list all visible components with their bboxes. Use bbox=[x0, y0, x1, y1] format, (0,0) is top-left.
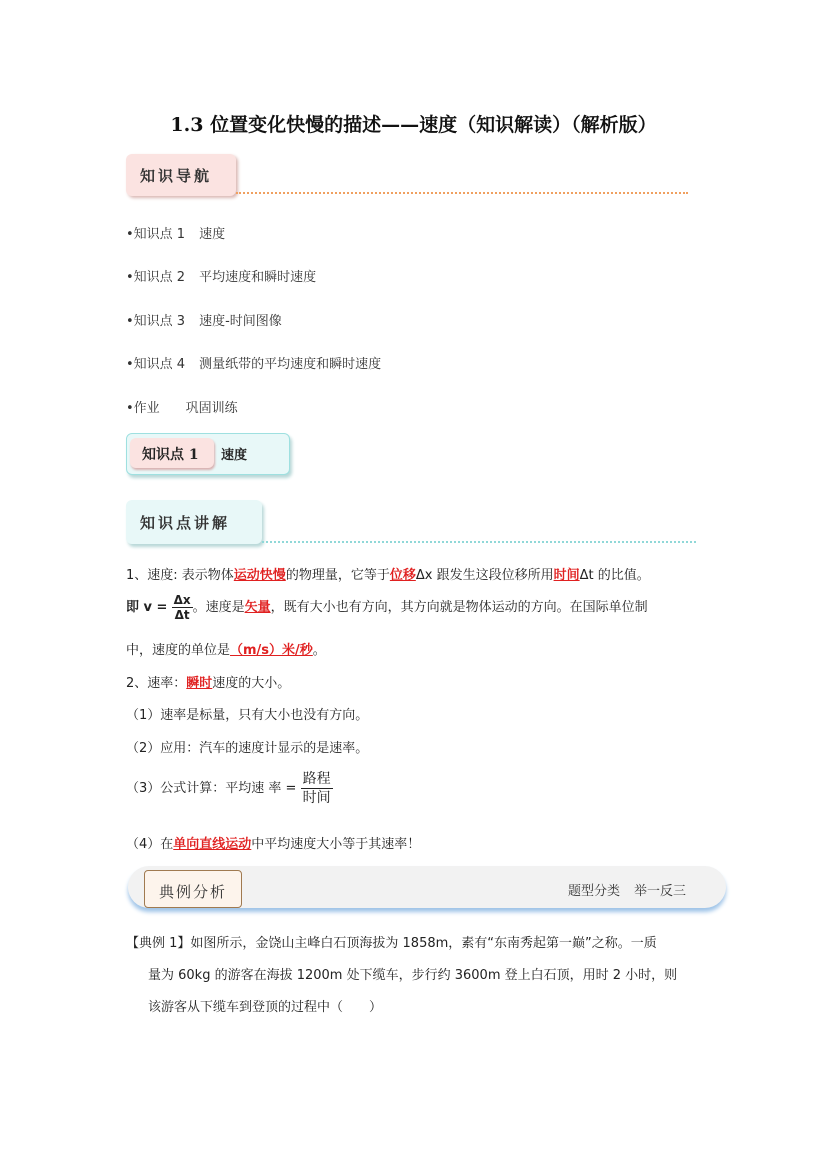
nav-divider bbox=[236, 192, 688, 194]
text-span: 2、速率： bbox=[126, 676, 187, 691]
text-span: 中，速度的单位是 bbox=[126, 643, 231, 658]
highlight-text: （m/s）米/秒 bbox=[230, 643, 313, 658]
paragraph-line bbox=[126, 564, 650, 583]
text-span: 。速度是 bbox=[192, 600, 245, 615]
nav-item bbox=[126, 223, 225, 242]
nav-item bbox=[126, 353, 381, 372]
nav-item-label: •知识点 2 bbox=[126, 270, 186, 285]
highlight-text: 位移 bbox=[389, 568, 416, 583]
page-title: 1.3 位置变化快慢的描述——速度（知识解读）（解析版） bbox=[170, 114, 657, 136]
knowledge-nav-label: 知识导航 bbox=[140, 167, 213, 185]
explanation-divider bbox=[262, 541, 696, 543]
text-span: 1、速度: 表示物体 bbox=[126, 568, 234, 583]
velocity-fraction bbox=[172, 593, 193, 622]
text-span: Δt 的比值。 bbox=[579, 568, 650, 583]
text-span: ，既有大小也有方向，其方向就是物体运动的方向。在国际单位制 bbox=[270, 600, 648, 615]
paragraph-line bbox=[126, 770, 333, 807]
paragraph-line bbox=[126, 639, 326, 658]
paragraph-line: （1）速率是标量，只有大小也没有方向。 bbox=[126, 708, 369, 723]
examples-subtitle bbox=[554, 880, 686, 899]
text-span: 。 bbox=[312, 643, 326, 658]
paragraph-line bbox=[126, 593, 648, 622]
nav-item-text: 测量纸带的平均速度和瞬时速度 bbox=[199, 357, 382, 372]
highlight-text: 单向直线运动 bbox=[173, 837, 252, 852]
text-span: 的物理量，它等于 bbox=[285, 568, 390, 583]
text-span: （3）公式计算：平均速 率 = bbox=[126, 781, 297, 796]
paragraph-line bbox=[126, 672, 290, 691]
example-line: 该游客从下缆车到登顶的过程中（ ） bbox=[148, 1000, 383, 1015]
nav-item-text: 巩固训练 bbox=[185, 401, 238, 416]
example-line: 量为 60kg 的游客在海拔 1200m 处下缆车，步行约 3600m 登上白石顶，用时 2 小时，则 bbox=[148, 968, 678, 983]
fraction-numerator: 路程 bbox=[302, 771, 331, 787]
paragraph-line: （2）应用：汽车的速度计显示的是速率。 bbox=[126, 741, 369, 756]
knowledge-point-topic: 速度 bbox=[221, 448, 248, 463]
fraction-denominator: Δt bbox=[174, 608, 190, 622]
examples-tag-label: 典例分析 bbox=[159, 883, 228, 901]
fraction-denominator: 时间 bbox=[302, 790, 331, 806]
highlight-text: 运动快慢 bbox=[233, 568, 286, 583]
knowledge-point-tag bbox=[130, 438, 214, 468]
nav-item-text: 平均速度和瞬时速度 bbox=[199, 270, 317, 285]
nav-item bbox=[126, 266, 316, 285]
nav-item bbox=[126, 397, 238, 416]
highlight-text: 时间 bbox=[553, 568, 580, 583]
text-span: 速度的大小。 bbox=[212, 676, 291, 691]
explanation-label: 知识点讲解 bbox=[140, 514, 231, 532]
nav-item-text: 速度-时间图像 bbox=[199, 314, 282, 329]
nav-item-label: •知识点 4 bbox=[126, 357, 186, 372]
highlight-text: 矢量 bbox=[244, 600, 271, 615]
speed-fraction bbox=[301, 770, 333, 807]
knowledge-point-badge bbox=[126, 433, 290, 475]
nav-item bbox=[126, 310, 282, 329]
text-span: （4）在 bbox=[126, 837, 174, 852]
knowledge-point-label: 知识点 1 bbox=[142, 447, 199, 463]
examples-subtitle-1: 题型分类 bbox=[567, 884, 620, 899]
text-span: 即 v = bbox=[126, 600, 168, 615]
highlight-text: 瞬时 bbox=[186, 676, 213, 691]
nav-item-label: •作业 bbox=[126, 401, 160, 416]
paragraph-line bbox=[126, 833, 420, 852]
examples-tag bbox=[144, 870, 242, 908]
examples-banner bbox=[128, 866, 726, 908]
text-span: Δx 跟发生这段位移所用 bbox=[415, 568, 554, 583]
explanation-badge bbox=[126, 500, 262, 544]
knowledge-nav-badge bbox=[126, 154, 236, 196]
nav-item-text: 速度 bbox=[199, 227, 226, 242]
fraction-numerator: Δx bbox=[173, 593, 191, 607]
example-line: 【典例 1】如图所示，金饶山主峰白石顶海拔为 1858m，素有“东南秀起第一巅”之称。一质 bbox=[126, 936, 657, 951]
nav-item-label: •知识点 1 bbox=[126, 227, 186, 242]
nav-item-label: •知识点 3 bbox=[126, 314, 186, 329]
examples-subtitle-2: 举一反三 bbox=[633, 884, 686, 899]
text-span: 中平均速度大小等于其速率！ bbox=[251, 837, 421, 852]
